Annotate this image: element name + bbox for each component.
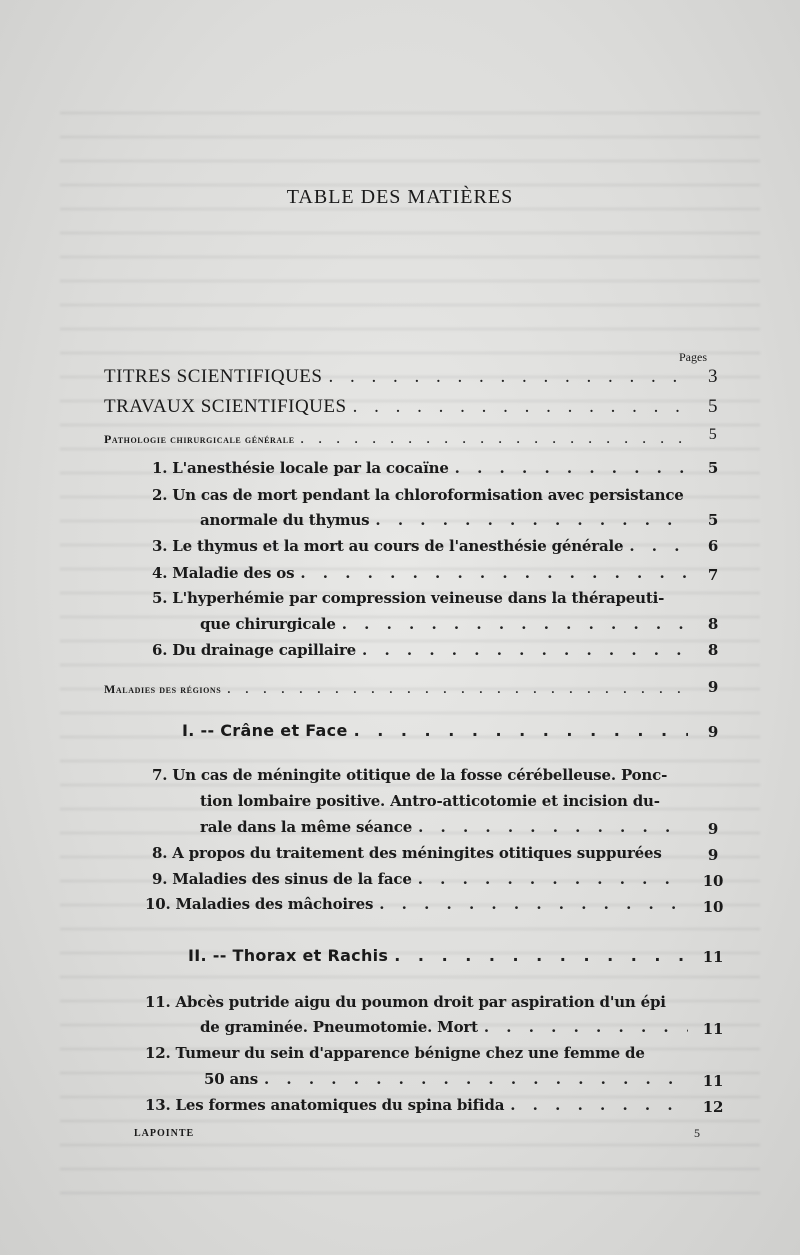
entry-text: Un cas de méningite otitique de la fosse cérébelleuse. Ponc- bbox=[172, 766, 668, 784]
entry-page: 11 bbox=[702, 948, 724, 966]
entry-number: 10. bbox=[145, 895, 171, 913]
toc-entry-8 bbox=[152, 844, 662, 862]
entry-page: 5 bbox=[708, 396, 718, 417]
footer-author: LAPOINTE bbox=[134, 1128, 195, 1139]
entry-page: 9 bbox=[707, 723, 719, 741]
entry-text: Tumeur du sein d'apparence bénigne chez une femme de bbox=[175, 1044, 645, 1062]
toc-entry-5-line2 bbox=[200, 615, 694, 633]
toc-entry-7-line3 bbox=[200, 818, 694, 836]
entry-text: Un cas de mort pendant la chloroformisation avec persistance bbox=[172, 486, 684, 504]
section-text: Maladies des régions bbox=[104, 682, 222, 696]
entry-text: TRAVAUX SCIENTIFIQUES bbox=[104, 396, 347, 417]
toc-entry-7-line2 bbox=[200, 792, 660, 810]
entry-page: 5 bbox=[707, 459, 719, 477]
toc-entry-2-line2 bbox=[200, 511, 694, 529]
entry-page: 5 bbox=[708, 426, 718, 443]
entry-text: Abcès putride aigu du poumon droit par aspiration d'un épi bbox=[175, 993, 666, 1011]
entry-page: 9 bbox=[707, 678, 719, 696]
leader-dots bbox=[227, 682, 688, 697]
entry-number: 11. bbox=[145, 993, 171, 1011]
entry-page: 9 bbox=[707, 820, 719, 838]
toc-entry-travaux bbox=[104, 396, 694, 418]
entry-text: TITRES SCIENTIFIQUES bbox=[104, 366, 323, 387]
entry-page: 8 bbox=[707, 615, 719, 633]
leader-dots bbox=[455, 459, 688, 477]
entry-page: 3 bbox=[708, 366, 718, 387]
subsection-text: I. -- Crâne et Face bbox=[182, 721, 348, 740]
entry-text: Maladies des mâchoires bbox=[175, 895, 374, 913]
entry-number: 12. bbox=[145, 1044, 171, 1062]
leader-dots bbox=[301, 432, 688, 447]
footer-signature: 5 bbox=[694, 1126, 700, 1140]
leader-dots bbox=[379, 895, 688, 913]
leader-dots bbox=[328, 366, 688, 388]
entry-text: tion lombaire positive. Antro-atticotomie et incision du- bbox=[200, 792, 660, 810]
entry-text: L'anesthésie locale par la cocaïne bbox=[172, 459, 449, 477]
entry-text: Du drainage capillaire bbox=[172, 641, 357, 659]
toc-subsection-crane bbox=[182, 721, 694, 740]
entry-text: anormale du thymus bbox=[200, 511, 370, 529]
toc-entry-1 bbox=[152, 459, 694, 477]
leader-dots bbox=[264, 1070, 688, 1088]
entry-text: Maladies des sinus de la face bbox=[172, 870, 412, 888]
toc-entry-11-line1 bbox=[145, 993, 666, 1011]
entry-text: Le thymus et la mort au cours de l'anesthésie générale bbox=[172, 537, 624, 555]
section-text: Pathologie chirurgicale générale bbox=[104, 432, 295, 446]
entry-number: 2. bbox=[152, 486, 168, 504]
toc-entry-10 bbox=[145, 895, 694, 913]
leader-dots bbox=[510, 1096, 688, 1114]
subsection-text: II. -- Thorax et Rachis bbox=[188, 946, 389, 965]
leader-dots bbox=[418, 818, 688, 836]
toc-entry-12-line1 bbox=[145, 1044, 645, 1062]
entry-text: Les formes anatomiques du spina bifida bbox=[175, 1096, 505, 1114]
toc-entry-11-line2 bbox=[200, 1018, 694, 1036]
toc-section-maladies bbox=[104, 682, 694, 697]
entry-text: de graminée. Pneumotomie. Mort bbox=[200, 1018, 478, 1036]
entry-number: 4. bbox=[152, 564, 168, 582]
entry-page: 10 bbox=[702, 898, 724, 916]
leader-dots bbox=[629, 537, 688, 555]
entry-number: 3. bbox=[152, 537, 168, 555]
toc-entry-3 bbox=[152, 537, 694, 555]
leader-dots bbox=[375, 511, 688, 529]
toc-entry-9 bbox=[152, 870, 694, 888]
leader-dots bbox=[362, 641, 688, 659]
entry-number: 1. bbox=[152, 459, 168, 477]
leader-dots bbox=[354, 721, 688, 740]
entry-number: 6. bbox=[152, 641, 168, 659]
entry-text: Maladie des os bbox=[172, 564, 295, 582]
toc-entry-7-line1 bbox=[152, 766, 667, 784]
toc-entry-4 bbox=[152, 564, 694, 582]
entry-text: 50 ans bbox=[204, 1070, 258, 1088]
entry-page: 6 bbox=[707, 537, 719, 555]
entry-page: 8 bbox=[707, 641, 719, 659]
entry-text: A propos du traitement des méningites otitiques suppurées bbox=[172, 844, 662, 862]
entry-number: 13. bbox=[145, 1096, 171, 1114]
toc-entry-6 bbox=[152, 641, 694, 659]
entry-page: 10 bbox=[702, 872, 724, 890]
entry-page: 12 bbox=[702, 1098, 724, 1116]
entry-page: 9 bbox=[707, 846, 719, 864]
leader-dots bbox=[353, 396, 688, 418]
entry-text: que chirurgicale bbox=[200, 615, 336, 633]
leader-dots bbox=[484, 1018, 688, 1036]
entry-number: 5. bbox=[152, 589, 168, 607]
leader-dots bbox=[300, 564, 688, 582]
entry-number: 9. bbox=[152, 870, 168, 888]
leader-dots bbox=[394, 946, 688, 965]
entry-number: 7. bbox=[152, 766, 168, 784]
toc-entry-titres bbox=[104, 366, 694, 388]
toc-entry-13 bbox=[145, 1096, 694, 1114]
entry-page: 11 bbox=[702, 1072, 724, 1090]
entry-page: 5 bbox=[707, 511, 719, 529]
toc-entry-5-line1 bbox=[152, 589, 664, 607]
entry-text: L'hyperhémie par compression veineuse dans la thérapeuti- bbox=[172, 589, 665, 607]
leader-dots bbox=[418, 870, 688, 888]
toc-section-pathologie bbox=[104, 432, 694, 447]
entry-text: rale dans la même séance bbox=[200, 818, 413, 836]
page-title: TABLE DES MATIÈRES bbox=[286, 186, 514, 208]
entry-number: 8. bbox=[152, 844, 168, 862]
toc-subsection-thorax bbox=[188, 946, 694, 965]
entry-page: 11 bbox=[702, 1020, 724, 1038]
leader-dots bbox=[342, 615, 688, 633]
toc-entry-2-line1 bbox=[152, 486, 684, 504]
toc-entry-12-line2 bbox=[204, 1070, 694, 1088]
pages-column-header: Pages bbox=[679, 350, 707, 364]
entry-page: 7 bbox=[707, 566, 719, 584]
